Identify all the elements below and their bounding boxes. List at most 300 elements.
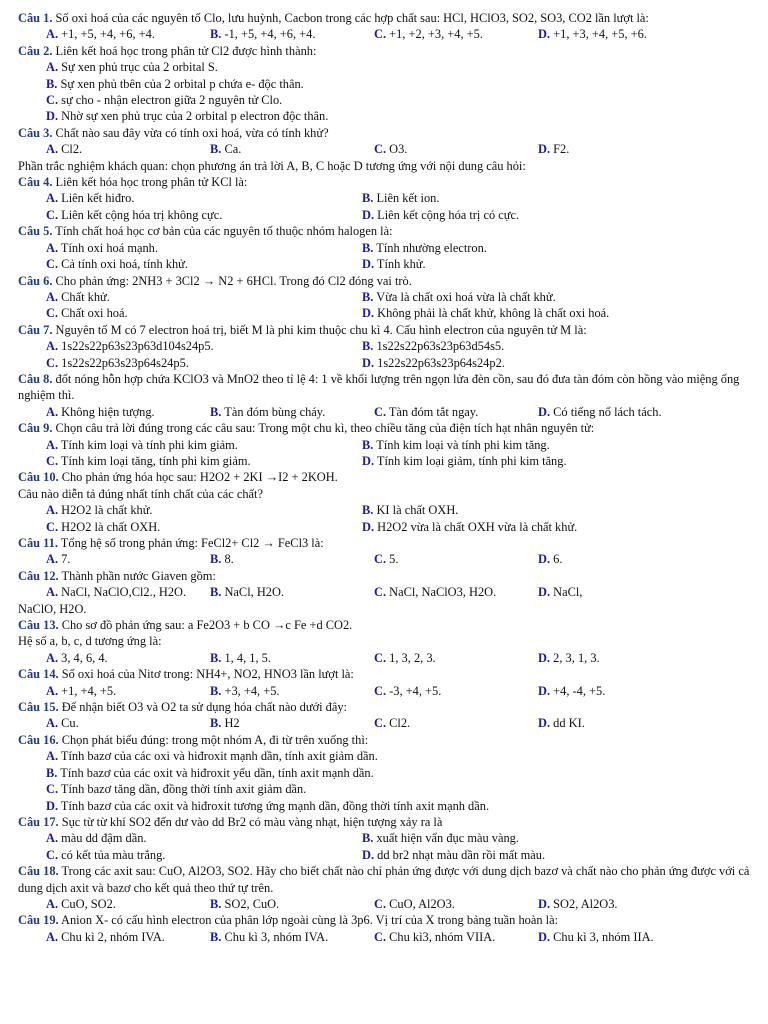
question-text: Liên kết hoá học trong phân tử Cl2 được hình thành: (52, 43, 317, 58)
answer-option (46, 551, 210, 567)
option-text: SO2, CuO. (224, 896, 280, 911)
option-letter: B. (210, 585, 222, 600)
answer-option (46, 683, 210, 699)
question-number: Câu 17. (18, 814, 59, 829)
question-stem (18, 371, 756, 404)
option-letter: B. (362, 289, 374, 304)
option-letter: B. (210, 683, 222, 698)
question-stem (18, 10, 756, 26)
question-text: Số oxi hoá của Nitơ trong: NH4+, NO2, HNO3 lần lượt là: (58, 667, 354, 682)
option-text: Nhờ sự xen phủ trục của 2 orbital p electron độc thân. (61, 109, 329, 124)
option-letter: D. (538, 552, 551, 567)
answer-option (538, 650, 756, 666)
question-text: Tổng hệ số trong phản ứng: FeCl2+ Cl2 → FeCl3 là: (57, 536, 324, 550)
question-text: Nguyên tố M có 7 electron hoá trị, biết M là phi kim thuộc chu kì 4. Cấu hình electron của nguyên tử M là: (52, 322, 587, 337)
question-stem (18, 617, 756, 633)
question-text: đốt nóng hỗn hợp chứa KClO3 và MnO2 theo tỉ lệ 4: 1 về khối lượng trên ngọn lửa đèn cồn, sau đó đưa tàn đóm còn hồng vào miệng ống nghiệm thì. (18, 371, 740, 403)
option-text: Chất khử. (61, 289, 110, 304)
question-stem (18, 469, 756, 485)
option-letter: C. (46, 519, 59, 534)
question-text: Tính chất hoá học cơ bản của các nguyên tố thuộc nhóm halogen là: (52, 224, 393, 239)
question-stem (18, 814, 756, 830)
option-letter: D. (362, 257, 375, 272)
option-text: +1, +5, +4, +6, +4. (61, 27, 155, 42)
option-text: H2 (224, 716, 240, 731)
answer-option (46, 781, 756, 797)
option-text: H2O2 vừa là chất OXH vừa là chất khử. (377, 519, 578, 534)
option-letter: A. (46, 142, 59, 157)
question-number: Câu 13. (18, 618, 59, 633)
option-row (18, 338, 756, 354)
option-letter: C. (374, 683, 387, 698)
answer-option (210, 650, 374, 666)
option-text: Liên kết cộng hóa trị có cực. (377, 207, 520, 222)
option-text: màu dd đậm dần. (61, 831, 147, 846)
option-text: Chu kì 3, nhóm IVA. (224, 929, 329, 944)
answer-option (46, 240, 362, 256)
option-row (18, 76, 756, 92)
option-text: Ca. (224, 142, 242, 157)
option-text: dd br2 nhạt màu dần rồi mất màu. (377, 847, 546, 862)
option-text: 7. (61, 552, 71, 567)
question-number: Câu 7. (18, 322, 53, 337)
option-letter: D. (538, 404, 551, 419)
answer-option (362, 847, 756, 863)
option-text: CuO, Al2O3. (389, 896, 455, 911)
question-number: Câu 12. (18, 568, 59, 583)
option-text: Tính bazơ của các oxit và hiđroxit yếu dần, tính axit mạnh dần. (60, 765, 374, 780)
option-letter: A. (46, 503, 59, 518)
question-stem (18, 125, 756, 141)
answer-option (374, 715, 538, 731)
option-letter: C. (46, 847, 59, 862)
option-text: Cu. (61, 716, 79, 731)
option-row (18, 240, 756, 256)
question-text: Thành phần nước Giaven gồm: (58, 568, 216, 583)
option-text: dd KI. (553, 716, 585, 731)
option-letter: C. (374, 896, 387, 911)
option-text: Tính bazơ của các oxit và hiđroxit tương ứng mạnh dần, đồng thời tính axit mạnh dần. (60, 798, 490, 813)
option-text: Cả tính oxi hoá, tính khử. (61, 257, 188, 272)
question-number: Câu 6. (18, 273, 53, 288)
option-letter: B. (210, 929, 222, 944)
option-letter: A. (46, 552, 59, 567)
option-letter: A. (46, 831, 59, 846)
answer-option (362, 305, 756, 321)
answer-option (538, 929, 756, 945)
option-text: có kết tủa màu trắng. (61, 847, 166, 862)
option-text: 6. (553, 552, 563, 567)
option-text: Tàn đóm bùng cháy. (224, 404, 326, 419)
question-stem (18, 420, 756, 436)
option-text: SO2, Al2O3. (553, 896, 618, 911)
answer-option (362, 437, 756, 453)
option-letter: A. (46, 929, 59, 944)
question-stem (18, 174, 756, 190)
option-letter: D. (538, 27, 551, 42)
option-text: Cl2. (389, 716, 411, 731)
option-letter: C. (374, 142, 387, 157)
option-text: KI là chất OXH. (376, 503, 459, 518)
answer-option (362, 502, 756, 518)
option-letter: C. (374, 716, 387, 731)
question-stem (18, 273, 756, 289)
option-letter: C. (46, 93, 59, 108)
option-letter: B. (362, 831, 374, 846)
option-letter: B. (46, 765, 58, 780)
question-stem (18, 322, 756, 338)
answer-option (46, 929, 210, 945)
question-stem (18, 912, 756, 928)
option-text: Liên kết hiđro. (61, 191, 135, 206)
option-text: Tính oxi hoá mạnh. (60, 240, 158, 255)
question-number: Câu 3. (18, 125, 53, 140)
answer-option (374, 929, 538, 945)
option-letter: A. (46, 240, 59, 255)
option-text: CuO, SO2. (61, 896, 116, 911)
answer-option (46, 650, 210, 666)
option-letter: A. (46, 437, 59, 452)
option-letter: A. (46, 585, 59, 600)
answer-option (210, 584, 374, 600)
option-text: sự cho - nhận electron giữa 2 nguyên tử Clo. (61, 93, 283, 108)
option-text: 1, 4, 1, 5. (224, 650, 271, 665)
option-text: 8. (224, 552, 234, 567)
question-stem (18, 699, 756, 715)
option-letter: A. (46, 289, 59, 304)
option-text: Liên kết ion. (376, 191, 440, 206)
option-letter: D. (362, 519, 375, 534)
question-text: Cho sơ đồ phản ứng sau: a Fe2O3 + b CO →c Fe +d CO2. (58, 618, 353, 633)
answer-option (46, 896, 210, 912)
answer-option (538, 26, 756, 42)
text-line: Câu nào diễn tả đúng nhất tính chất của các chất? (18, 486, 263, 501)
option-letter: C. (46, 306, 59, 321)
answer-option (538, 404, 756, 420)
question-number: Câu 2. (18, 43, 53, 58)
option-row (18, 551, 756, 567)
option-letter: A. (46, 716, 59, 731)
answer-option (46, 355, 362, 371)
option-text: Không hiện tượng. (61, 404, 155, 419)
question-number: Câu 9. (18, 421, 53, 436)
option-letter: A. (46, 749, 59, 764)
question-stem (18, 666, 756, 682)
text-line: Phần trắc nghiệm khách quan: chọn phương án trả lời A, B, C hoặc D tương ứng với nội dung câu hỏi: (18, 158, 526, 173)
option-letter: A. (46, 683, 59, 698)
option-row (18, 404, 756, 420)
answer-option (46, 715, 210, 731)
option-letter: D. (362, 355, 375, 370)
option-row (18, 715, 756, 731)
option-text: NaCl, (553, 585, 583, 600)
answer-option (538, 551, 756, 567)
answer-option (538, 896, 756, 912)
option-letter: C. (374, 27, 387, 42)
question-text: Chất nào sau đây vừa có tính oxi hoá, vừa có tính khử? (52, 125, 329, 140)
option-letter: C. (374, 650, 387, 665)
option-row (18, 92, 756, 108)
answer-option (210, 551, 374, 567)
option-text: +1, +2, +3, +4, +5. (389, 27, 483, 42)
question-stem (18, 535, 756, 551)
option-text: +4, -4, +5. (553, 683, 606, 698)
option-letter: A. (46, 404, 59, 419)
answer-option (46, 59, 756, 75)
option-letter: D. (538, 585, 551, 600)
question-number: Câu 15. (18, 700, 59, 715)
option-text: Tính nhường electron. (376, 240, 487, 255)
answer-option (362, 355, 756, 371)
text-line: NaClO, H2O. (18, 601, 87, 616)
option-letter: B. (210, 404, 222, 419)
answer-option (46, 847, 362, 863)
answer-option (46, 92, 756, 108)
answer-option (362, 830, 756, 846)
option-letter: B. (362, 240, 374, 255)
option-text: Có tiếng nổ lách tách. (553, 404, 662, 419)
answer-option (362, 338, 756, 354)
option-letter: B. (210, 896, 222, 911)
option-letter: C. (46, 257, 59, 272)
option-text: Tính kim loại và tính phi kim tăng. (376, 437, 550, 452)
option-text: 2, 3, 1, 3. (553, 650, 600, 665)
option-text: -3, +4, +5. (389, 683, 442, 698)
answer-option (362, 190, 756, 206)
option-text: H2O2 là chất OXH. (61, 519, 161, 534)
option-text: NaCl, NaClO3, H2O. (389, 585, 497, 600)
answer-option (46, 502, 362, 518)
answer-option (46, 190, 362, 206)
option-text: 1s22s22p63s23p64s24p5. (61, 355, 189, 370)
option-row (18, 190, 756, 206)
option-letter: D. (46, 798, 59, 813)
option-text: Tính bazơ tăng dần, đồng thời tính axit giảm dần. (60, 782, 307, 797)
answer-option (362, 289, 756, 305)
option-row (18, 798, 756, 814)
option-letter: B. (362, 339, 374, 354)
text-line: Hệ số a, b, c, d tương ứng là: (18, 634, 162, 649)
question-stem (18, 732, 756, 748)
option-text: NaCl, H2O. (224, 585, 285, 600)
option-text: Chất oxi hoá. (61, 306, 128, 321)
option-row (18, 584, 756, 600)
option-row (18, 207, 756, 223)
option-letter: A. (46, 27, 59, 42)
answer-option (46, 437, 362, 453)
option-row (18, 896, 756, 912)
answer-option (538, 141, 756, 157)
option-row (18, 305, 756, 321)
option-text: Chu kì 3, nhóm IIA. (553, 929, 654, 944)
option-row (18, 256, 756, 272)
answer-option (374, 404, 538, 420)
option-letter: B. (362, 437, 374, 452)
answer-option (210, 683, 374, 699)
answer-option (46, 748, 756, 764)
option-letter: C. (46, 207, 59, 222)
question-stem (18, 863, 756, 896)
option-row (18, 437, 756, 453)
option-letter: C. (374, 929, 387, 944)
option-letter: A. (46, 191, 59, 206)
answer-option (46, 798, 756, 814)
option-text: +3, +4, +5. (224, 683, 280, 698)
answer-option (374, 141, 538, 157)
question-text: Anion X- có cấu hình electron của phân lớp ngoài cùng là 3p6. Vị trí của X trong bảng tuần hoàn là: (58, 913, 559, 928)
answer-option (374, 683, 538, 699)
option-letter: D. (362, 847, 375, 862)
option-letter: D. (46, 109, 59, 124)
option-text: Liên kết cộng hóa trị không cực. (61, 207, 223, 222)
option-text: H2O2 là chất khử. (61, 503, 153, 518)
answer-option (46, 76, 756, 92)
answer-option (362, 256, 756, 272)
option-text: Tính kim loại tăng, tính phi kim giảm. (60, 453, 251, 468)
answer-option (46, 108, 756, 124)
answer-option (46, 765, 756, 781)
answer-option (538, 584, 756, 600)
question-text: Để nhận biết O3 và O2 ta sử dụng hóa chất nào dưới đây: (58, 700, 348, 715)
option-row (18, 453, 756, 469)
option-text: F2. (553, 142, 570, 157)
question-text: Số oxi hoá của các nguyên tố Clo, lưu huỳnh, Cacbon trong các hợp chất sau: HCl, HClO3, SO2, SO3, CO2 lần lượt là: (52, 11, 649, 25)
option-text: 1s22s22p63s23p63d54s5. (376, 339, 505, 354)
question-stem (18, 223, 756, 239)
answer-option (46, 305, 362, 321)
answer-option (46, 404, 210, 420)
option-letter: B. (210, 650, 222, 665)
question-stem (18, 568, 756, 584)
option-text: 1s22s22p63s23p64s24p2. (377, 355, 505, 370)
answer-option (46, 141, 210, 157)
answer-option (210, 141, 374, 157)
option-letter: C. (46, 453, 59, 468)
option-text: Vừa là chất oxi hoá vừa là chất khử. (376, 289, 556, 304)
option-text: 5. (389, 552, 399, 567)
answer-option (46, 519, 362, 535)
option-row (18, 929, 756, 945)
option-text: Chu kì3, nhóm VIIA. (389, 929, 496, 944)
answer-option (362, 453, 756, 469)
option-letter: B. (210, 142, 222, 157)
answer-option (362, 207, 756, 223)
question-number: Câu 18. (18, 864, 59, 879)
option-text: Tính bazơ của các oxi và hiđroxit mạnh dần, tính axit giảm dần. (60, 749, 378, 764)
option-letter: D. (538, 142, 551, 157)
option-row (18, 519, 756, 535)
option-text: +1, +4, +5. (61, 683, 117, 698)
answer-option (46, 453, 362, 469)
option-letter: B. (362, 191, 374, 206)
answer-option (362, 240, 756, 256)
question-number: Câu 16. (18, 732, 59, 747)
option-text: Tính kim loại giảm, tính phi kim tăng. (376, 453, 567, 468)
option-letter: B. (210, 552, 222, 567)
question-text: Sục từ từ khí SO2 đến dư vào dd Br2 có màu vàng nhạt, hiện tượng xảy ra là (58, 814, 443, 829)
answer-option (46, 207, 362, 223)
answer-option (374, 584, 538, 600)
option-letter: C. (374, 585, 387, 600)
question-number: Câu 8. (18, 371, 53, 386)
answer-option (46, 830, 362, 846)
question-number: Câu 11. (18, 536, 58, 550)
option-letter: B. (46, 76, 58, 91)
question-text: Chọn phát biểu đúng: trong một nhóm A, đi từ trên xuống thì: (58, 732, 369, 747)
question-text: Cho phản ứng hóa học sau: H2O2 + 2KI →I2 + 2KOH. (58, 470, 338, 485)
option-text: Tính kim loại và tính phi kim giảm. (60, 437, 238, 452)
question-number: Câu 14. (18, 667, 59, 682)
option-row (18, 289, 756, 305)
question-number: Câu 19. (18, 913, 59, 928)
answer-option (538, 715, 756, 731)
option-letter: C. (374, 404, 387, 419)
option-text: Không phải là chất khử, không là chất oxi hoá. (377, 306, 610, 321)
option-letter: D. (538, 716, 551, 731)
option-text: Chu kì 2, nhóm IVA. (61, 929, 165, 944)
question-text: Cho phản ứng: 2NH3 + 3Cl2 → N2 + 6HCl. Trong đó Cl2 đóng vai trò. (52, 273, 412, 288)
option-letter: D. (362, 306, 375, 321)
answer-option (538, 683, 756, 699)
question-number: Câu 10. (18, 470, 59, 485)
option-letter: A. (46, 896, 59, 911)
answer-option (362, 519, 756, 535)
answer-option (210, 896, 374, 912)
answer-option (374, 650, 538, 666)
answer-option (374, 551, 538, 567)
option-letter: C. (46, 782, 59, 797)
option-text: 1s22s22p63s23p63d104s24p5. (61, 339, 214, 354)
option-row (18, 502, 756, 518)
option-row (18, 847, 756, 863)
option-letter: B. (362, 503, 374, 518)
option-row (18, 781, 756, 797)
question-number: Câu 5. (18, 224, 53, 239)
option-text: Cl2. (61, 142, 83, 157)
option-letter: D. (538, 650, 551, 665)
answer-option (46, 256, 362, 272)
option-letter: A. (46, 60, 59, 75)
option-letter: D. (538, 683, 551, 698)
option-row (18, 108, 756, 124)
option-letter: B. (210, 27, 222, 42)
question-number: Câu 1. (18, 11, 53, 25)
option-row (18, 26, 756, 42)
answer-option (46, 289, 362, 305)
option-letter: A. (46, 339, 59, 354)
option-row (18, 141, 756, 157)
option-text: Tính khử. (376, 257, 426, 272)
option-text: Sự xen phủ tbên của 2 orbital p chứa e- độc thân. (60, 76, 304, 91)
question-number: Câu 4. (18, 175, 53, 190)
option-text: Sự xen phủ trục của 2 orbital S. (61, 60, 218, 75)
option-row (18, 650, 756, 666)
option-letter: C. (46, 355, 59, 370)
option-row (18, 59, 756, 75)
option-text: xuất hiện vẩn đục màu vàng. (376, 831, 519, 846)
option-row (18, 830, 756, 846)
option-letter: A. (46, 650, 59, 665)
question-text: Trong các axit sau: CuO, Al2O3, SO2. Hãy cho biết chất nào chỉ phản ứng được với dung dịch bazơ và chất nào cho phản ứng được với cả dung dịch axit và bazơ cho kết quả theo thứ tự trên. (18, 864, 750, 895)
answer-option (210, 26, 374, 42)
answer-option (374, 896, 538, 912)
option-row (18, 683, 756, 699)
option-text: O3. (389, 142, 408, 157)
option-letter: D. (362, 453, 375, 468)
answer-option (210, 929, 374, 945)
question-stem (18, 43, 756, 59)
option-row (18, 355, 756, 371)
